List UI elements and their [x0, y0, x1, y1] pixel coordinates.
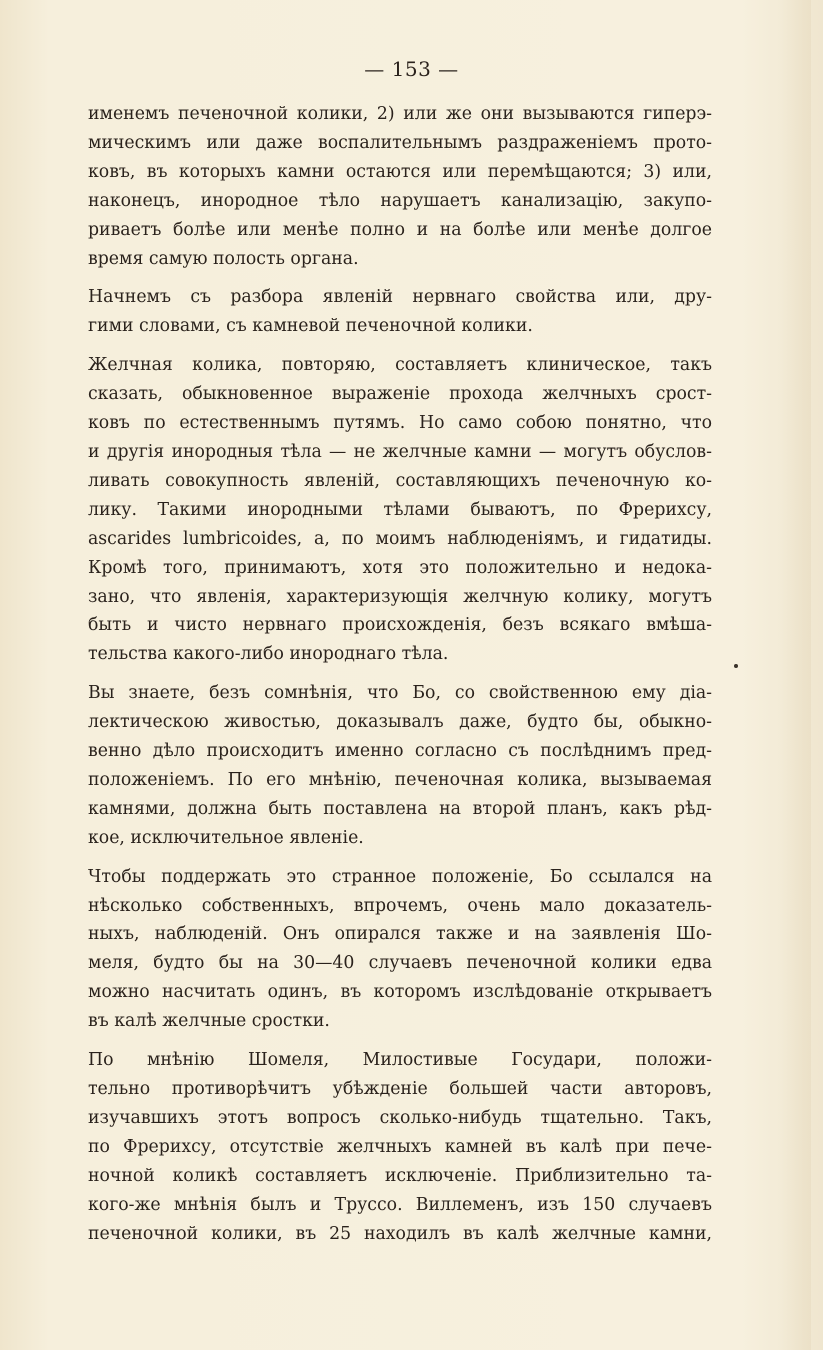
text-line: можно насчитать одинъ, въ которомъ изслѣдованіе открываетъ	[88, 982, 712, 1003]
text-line: ливать совокупность явленій, составляющихъ печеночную ко-	[88, 470, 712, 491]
paragraph-1	[88, 100, 712, 273]
text-line: венно дѣло происходитъ именно согласно съ послѣднимъ пред-	[88, 741, 712, 762]
paragraph-3	[88, 351, 712, 669]
text-line: по Фрерихсу, отсутствіе желчныхъ камней въ калѣ при пече-	[88, 1136, 712, 1157]
text-line: положеніемъ. По его мнѣнію, печеночная колика, вызываемая	[88, 769, 712, 790]
margin-dot	[734, 664, 738, 668]
text-line: кое, исключительное явленіе.	[88, 827, 364, 848]
text-line: время самую полость органа.	[88, 248, 359, 269]
text-line: печеночной колики, въ 25 находилъ въ калѣ желчные камни,	[88, 1223, 712, 1244]
text-line: тельства какого-либо инороднаго тѣла.	[88, 644, 449, 665]
text-line: и другія инородныя тѣла — не желчные камни — могутъ обуслов-	[88, 441, 712, 462]
text-line: По мнѣнію Шомеля, Милостивые Государи, положи-	[88, 1050, 712, 1071]
paragraph-5	[88, 863, 712, 1036]
text-line: риваетъ болѣе или менѣе полно и на болѣе или менѣе долгое	[88, 219, 712, 240]
text-line: ночной коликѣ составляетъ исключеніе. Приблизительно та-	[88, 1165, 712, 1186]
text-line: меля, будто бы на 30—40 случаевъ печеночной колики едва	[88, 953, 712, 974]
paragraph-4	[88, 679, 712, 852]
text-line: именемъ печеночной колики, 2) или же они вызываются гиперэ-	[88, 104, 712, 124]
body-text	[88, 100, 712, 1258]
text-line: ныхъ, наблюденій. Онъ опирался также и на заявленія Шо-	[88, 924, 712, 945]
text-line: Кромѣ того, принимаютъ, хотя это положительно и недока-	[88, 557, 712, 578]
text-line: нѣсколько собственныхъ, впрочемъ, очень мало доказатель-	[88, 895, 712, 916]
text-line: тельно противорѣчитъ убѣжденіе большей части авторовъ,	[88, 1079, 712, 1099]
paragraph-2	[88, 283, 712, 341]
text-line: изучавшихъ этотъ вопросъ сколько-нибудь тщательно. Такъ,	[88, 1107, 712, 1128]
text-line: ковъ по естественнымъ путямъ. Но само собою понятно, что	[88, 413, 712, 434]
page-edge-shading	[781, 0, 811, 1350]
text-line: ковъ, въ которыхъ камни остаются или перемѣщаются; 3) или,	[88, 161, 712, 182]
text-line: сказать, обыкновенное выраженіе прохода желчныхъ срост-	[88, 384, 712, 405]
text-line: камнями, должна быть поставлена на второй планъ, какъ рѣд-	[88, 798, 712, 819]
text-line: лику. Такими инородными тѣлами бываютъ, по Фрерихсу,	[88, 499, 712, 520]
text-line: лектическою живостью, доказывалъ даже, будто бы, обыкно-	[88, 712, 712, 733]
text-line: зано, что явленія, характеризующія желчную колику, могутъ	[88, 586, 712, 607]
text-line: мическимъ или даже воспалительнымъ раздраженіемъ прото-	[88, 132, 712, 153]
text-line: гими словами, съ камневой печеночной колики.	[88, 316, 533, 337]
text-line: наконецъ, инородное тѣло нарушаетъ канализацію, закупо-	[88, 190, 712, 211]
text-line: въ калѣ желчные сростки.	[88, 1011, 330, 1032]
paragraph-6	[88, 1046, 712, 1248]
text-line: кого-же мнѣнія былъ и Труссо. Виллеменъ, изъ 150 случаевъ	[88, 1194, 712, 1215]
text-line: Желчная колика, повторяю, составляетъ клиническое, такъ	[88, 355, 712, 376]
text-line: Чтобы поддержать это странное положеніе, Бо ссылался на	[88, 866, 712, 887]
text-line: Вы знаете, безъ сомнѣнія, что Бо, со свойственною ему діа-	[88, 683, 712, 704]
text-line: Начнемъ съ разбора явленій нервнаго свойства или, дру-	[88, 287, 712, 308]
text-line: быть и чисто нервнаго происхожденія, безъ всякаго вмѣша-	[88, 615, 712, 636]
text-line: ascarides lumbricoides, а, по моимъ наблюденіямъ, и гидатиды.	[88, 528, 712, 549]
page-number: — 153 —	[364, 57, 459, 81]
